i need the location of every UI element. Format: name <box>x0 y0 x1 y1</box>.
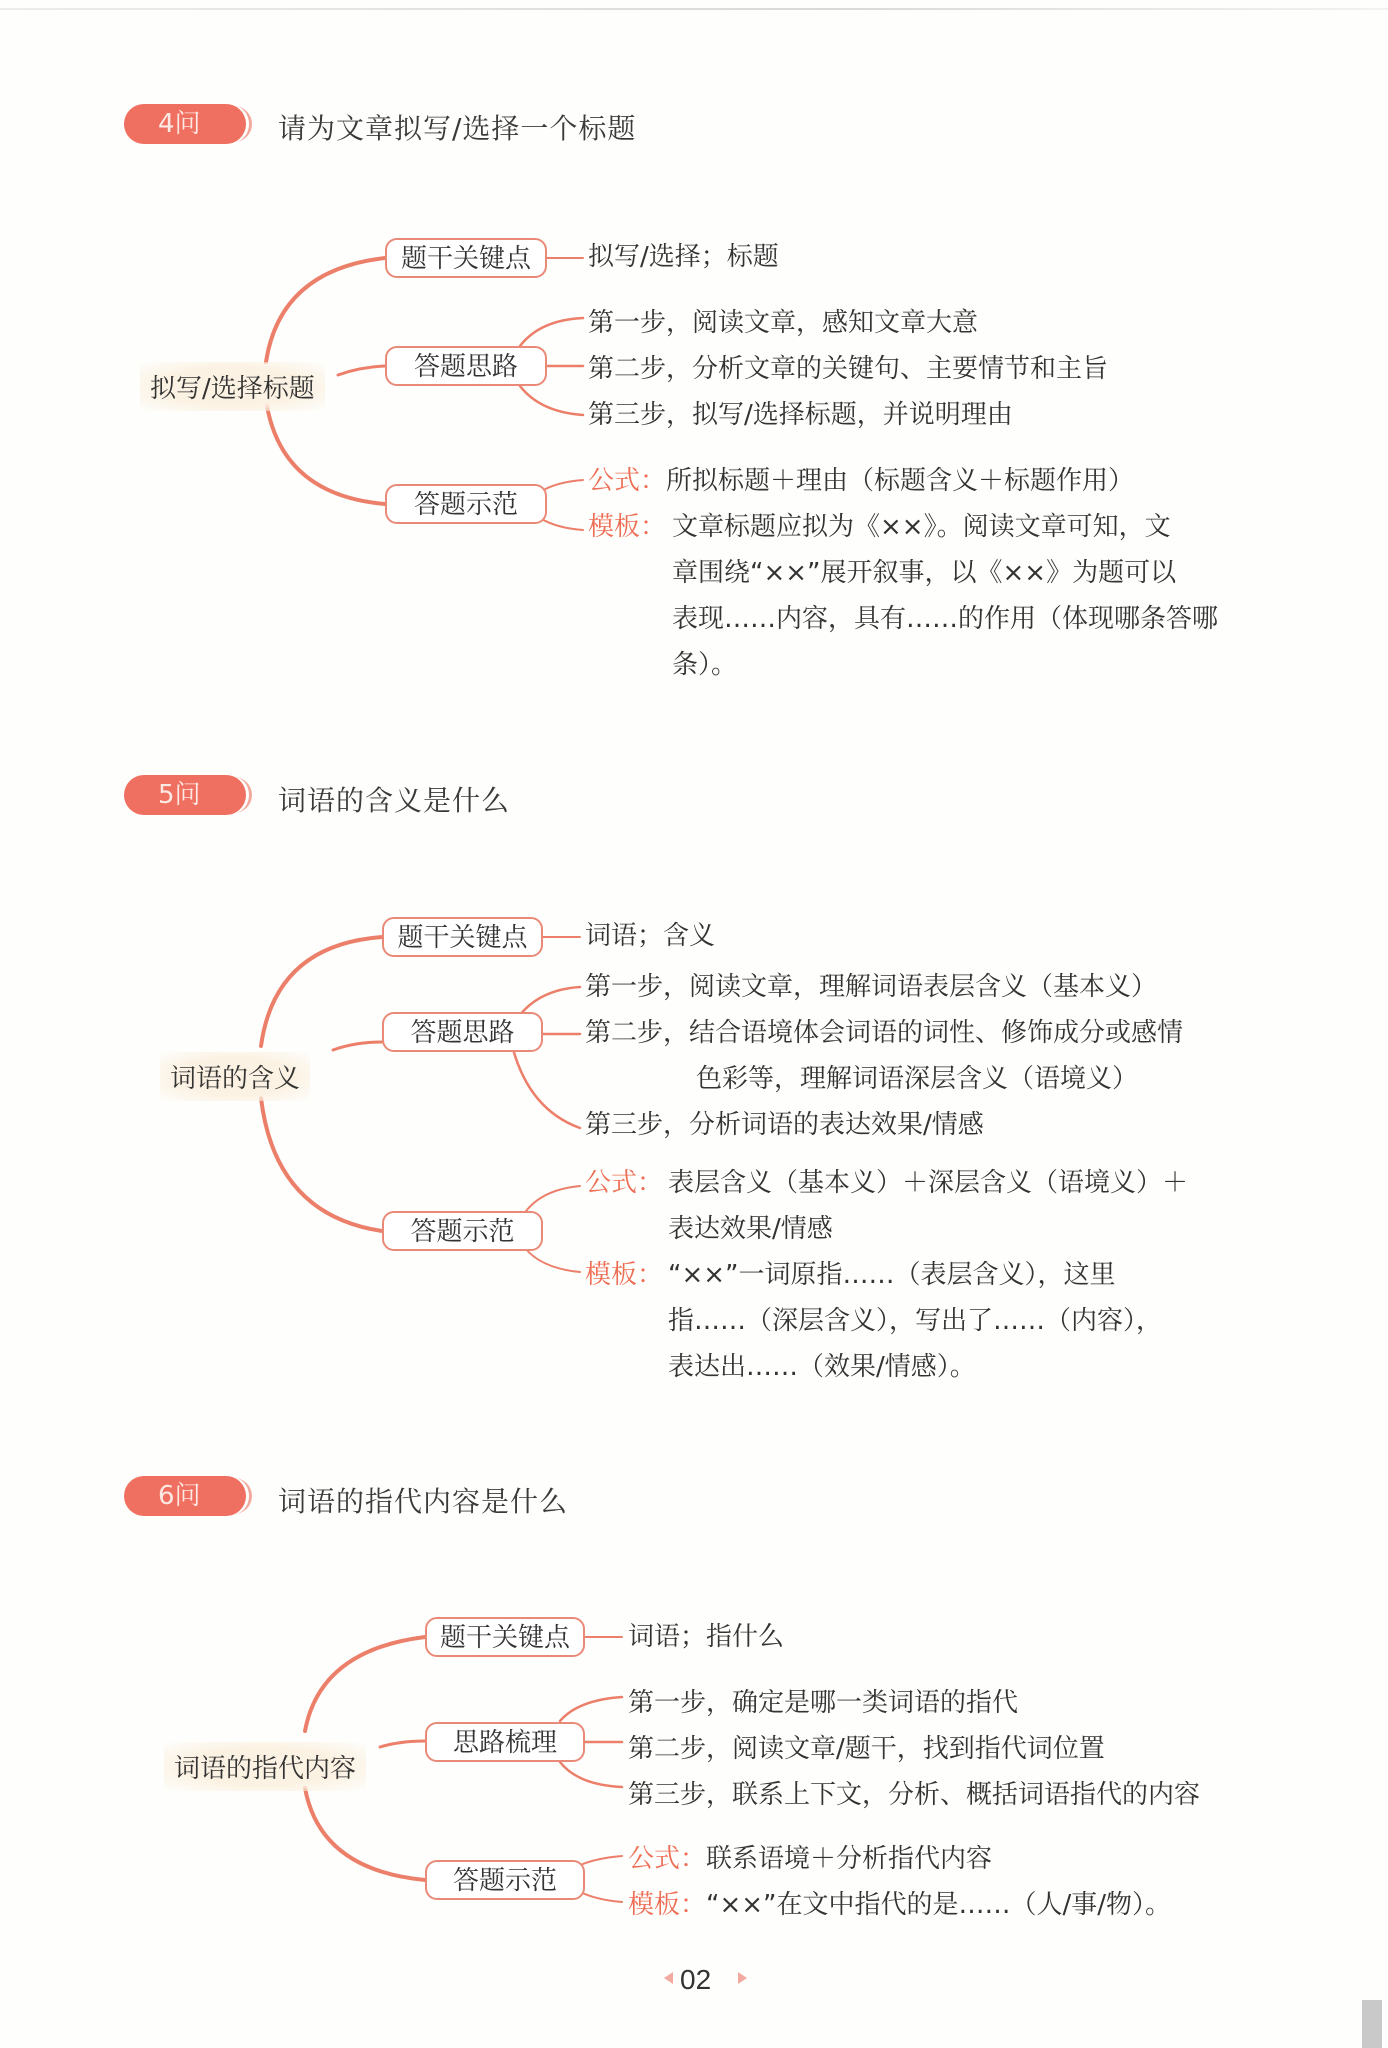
key-points-text: 词语；指什么 <box>628 1622 785 1652</box>
node-key-points: 题干关键点 <box>425 1617 585 1657</box>
question-badge: 6问 <box>124 1476 246 1516</box>
template-text <box>672 504 1218 688</box>
formula-line: 表达效果/情感 <box>668 1214 833 1244</box>
node-approach: 答题思路 <box>382 1012 543 1052</box>
template-line: 文章标题应拟为《××》。阅读文章可知，文 <box>672 512 1171 542</box>
key-points-text: 词语；含义 <box>585 921 716 951</box>
template-line: 条）。 <box>672 650 738 680</box>
template-label-row <box>585 1258 663 1292</box>
template-line: 表现……内容，具有……的作用（体现哪条答哪 <box>672 604 1219 634</box>
template-line: “××”一词原指……（表层含义），这里 <box>668 1260 1116 1290</box>
formula-text: 联系语境＋分析指代内容 <box>706 1844 993 1874</box>
template-row <box>628 1888 1171 1922</box>
page-prev-arrow-icon <box>664 1972 673 1984</box>
node-example: 答题示范 <box>385 484 547 524</box>
approach-step-2: 第二步，结合语境体会词语的词性、修饰成分或感情 <box>585 1018 1184 1048</box>
template-label: 模板： <box>588 512 667 542</box>
approach-step-2: 第二步，分析文章的关键句、主要情节和主旨 <box>588 354 1109 384</box>
node-key-points: 题干关键点 <box>385 238 547 278</box>
template-line: 指……（深层含义），写出了……（内容）， <box>668 1306 1163 1336</box>
approach-step-3: 第三步，拟写/选择标题，并说明理由 <box>588 400 1013 430</box>
page-number: 02 <box>680 1964 712 1995</box>
template-text: “××”在文中指代的是……（人/事/物）。 <box>706 1890 1172 1920</box>
question-badge: 5问 <box>124 775 246 815</box>
approach-step-2: 第二步，阅读文章/题干，找到指代词位置 <box>628 1734 1105 1764</box>
node-example: 答题示范 <box>425 1860 585 1900</box>
template-line: 表达出……（效果/情感）。 <box>668 1352 976 1382</box>
page-edge-tab <box>1362 2000 1382 2048</box>
node-approach: 思路梳理 <box>425 1722 585 1762</box>
approach-step-1: 第一步，确定是哪一类词语的指代 <box>628 1688 1019 1718</box>
formula-text <box>668 1160 1188 1252</box>
formula-label: 公式： <box>585 1168 664 1198</box>
key-points-text: 拟写/选择；标题 <box>588 242 779 272</box>
page-next-arrow-icon <box>738 1972 747 1984</box>
node-example: 答题示范 <box>382 1211 543 1251</box>
formula-label-row <box>585 1166 663 1200</box>
question-badge: 4问 <box>124 104 246 144</box>
top-rule <box>0 8 1388 10</box>
formula-row <box>628 1842 992 1876</box>
mindmap-root: 词语的指代内容 <box>164 1742 366 1791</box>
template-label: 模板： <box>585 1260 664 1290</box>
node-key-points: 题干关键点 <box>382 917 543 957</box>
section-title: 词语的含义是什么 <box>278 784 511 817</box>
formula-line: 表层含义（基本义）＋深层含义（语境义）＋ <box>668 1168 1189 1198</box>
approach-step-3: 第三步，分析词语的表达效果/情感 <box>585 1110 984 1140</box>
approach-step-1: 第一步，阅读文章，感知文章大意 <box>588 308 979 338</box>
formula-text: 所拟标题＋理由（标题含义＋标题作用） <box>666 466 1135 496</box>
template-label: 模板： <box>628 1890 707 1920</box>
template-line: 章围绕“××”展开叙事，以《××》为题可以 <box>672 558 1177 588</box>
node-approach: 答题思路 <box>385 346 547 386</box>
formula-row <box>588 464 1134 498</box>
section-title: 词语的指代内容是什么 <box>278 1485 569 1518</box>
template-label-row <box>588 510 666 544</box>
section-title: 请为文章拟写/选择一个标题 <box>278 112 637 145</box>
formula-label: 公式： <box>628 1844 707 1874</box>
approach-step-2-cont: 色彩等，理解词语深层含义（语境义） <box>696 1064 1139 1094</box>
formula-label: 公式： <box>588 466 667 496</box>
approach-step-3: 第三步，联系上下文，分析、概括词语指代的内容 <box>628 1780 1201 1810</box>
mindmap-root: 拟写/选择标题 <box>140 362 325 411</box>
template-text <box>668 1252 1162 1390</box>
approach-step-1: 第一步，阅读文章，理解词语表层含义（基本义） <box>585 972 1158 1002</box>
mindmap-root: 词语的含义 <box>160 1052 310 1101</box>
